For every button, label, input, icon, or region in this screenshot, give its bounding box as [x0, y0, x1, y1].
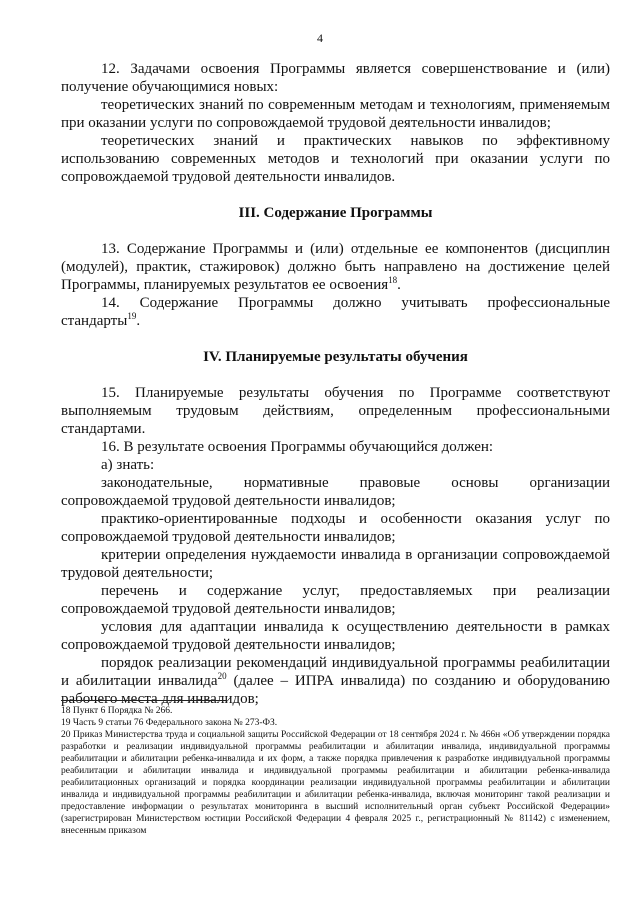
- paragraph-15: 15. Планируемые результаты обучения по Программе соответствуют выполняемым трудовым действиям, определенным профессиональными стандартами.: [61, 385, 610, 437]
- paragraph-13-text: 13. Содержание Программы и (или) отдельные ее компонентов (дисциплин (модулей), практик, стажировок) должно быть направлено на достижение целей Программы, планируемых результатов ее освоения: [61, 241, 610, 293]
- know-item-4: перечень и содержание услуг, предоставляемых при реализации сопровождаемой трудовой деятельности инвалидов;: [61, 583, 610, 617]
- footnote-18-mark: 18: [388, 275, 398, 285]
- know-item-5: условия для адаптации инвалида к осуществлению деятельности в рамках сопровождаемой трудовой деятельности инвалидов;: [61, 619, 610, 653]
- paragraph-12-item-2: теоретических знаний и практических навыков по эффективному использованию современных методов и технологий при оказании услуги по сопровождаемой трудовой деятельности инвалидов.: [61, 133, 610, 185]
- know-item-6-text-a: порядок реализации рекомендаций индивидуальной программы реабилитации и абилитации инвалида: [61, 655, 610, 689]
- paragraph-12: 12. Задачами освоения Программы является совершенствование и (или) получение обучающимися новых:: [61, 61, 610, 95]
- section-3-title: III. Содержание Программы: [238, 205, 433, 221]
- document-body: [61, 60, 610, 708]
- paragraph-16-know-heading: а) знать:: [101, 457, 155, 473]
- footnote-separator: [61, 700, 226, 701]
- know-item-1: законодательные, нормативные правовые основы организации сопровождаемой трудовой деятельности инвалидов;: [61, 475, 610, 509]
- footnote-20: 20 Приказ Министерства труда и социальной защиты Российской Федерации от 18 сентября 2024 г. № 466н «Об утверждении порядка разработки и реализации индивидуальной программы реабилитации и абилитации инвалида, индивидуальной программы реабилитации и абилитации ребенка-инвалида и их форм, а также порядка привлечения к разработке индивидуальной программы реабилитации и абилитации инвалида и индивидуальной программы реабилитации и абилитации ребенка-инвалида реабилитационных организаций и порядка координации реализации индивидуальной программы реабилитации и абилитации инвалида и индивидуальной программы реабилитации и абилитации ребенка-инвалида, включая мониторинг такой реализации и предоставление информации о результатах мониторинга в высший исполнительный орган субъект Российской Федерации» (зарегистрирован Министерством юстиции Российской Федерации 4 февраля 2025 г., регистрационный № 81142) с изменением, внесенным приказом: [61, 730, 610, 836]
- paragraph-16: 16. В результате освоения Программы обучающийся должен:: [101, 439, 494, 455]
- footnote-20-mark: 20: [217, 671, 227, 681]
- section-4-title: IV. Планируемые результаты обучения: [203, 349, 468, 365]
- footnote-19: 19 Часть 9 статьи 76 Федерального закона № 273-ФЗ.: [61, 718, 278, 728]
- paragraph-14: 14. Содержание Программы должно учитывать профессиональные стандарты$^{19}$.: [61, 295, 610, 329]
- paragraph-12-item-1: теоретических знаний по современным методам и технологиям, применяемым при оказании услуги по сопровождаемой трудовой деятельности инвалидов;: [61, 97, 610, 131]
- footnotes: [61, 705, 610, 837]
- footnote-18: 18 Пункт 6 Порядка № 266.: [61, 706, 173, 716]
- page-number: 4: [317, 31, 323, 45]
- paragraph-14-text: 14. Содержание Программы должно учитывать профессиональные стандарты: [61, 295, 610, 329]
- know-item-6-text-b: (далее – ИПРА инвалида) по созданию и оборудованию рабочего места для инвалидов;: [61, 673, 610, 707]
- know-item-2: практико-ориентированные подходы и особенности оказания услуг по сопровождаемой трудовой деятельности инвалидов;: [61, 511, 610, 545]
- footnote-19-mark: 19: [127, 311, 137, 321]
- paragraph-13: 13. Содержание Программы и (или) отдельные ее компонентов (дисциплин (модулей), практик, стажировок) должно быть направлено на достижение целей Программы, планируемых результатов ее освоения$^{18}$.: [61, 241, 610, 293]
- know-item-3: критерии определения нуждаемости инвалида в организации сопровождаемой трудовой деятельности;: [61, 547, 610, 581]
